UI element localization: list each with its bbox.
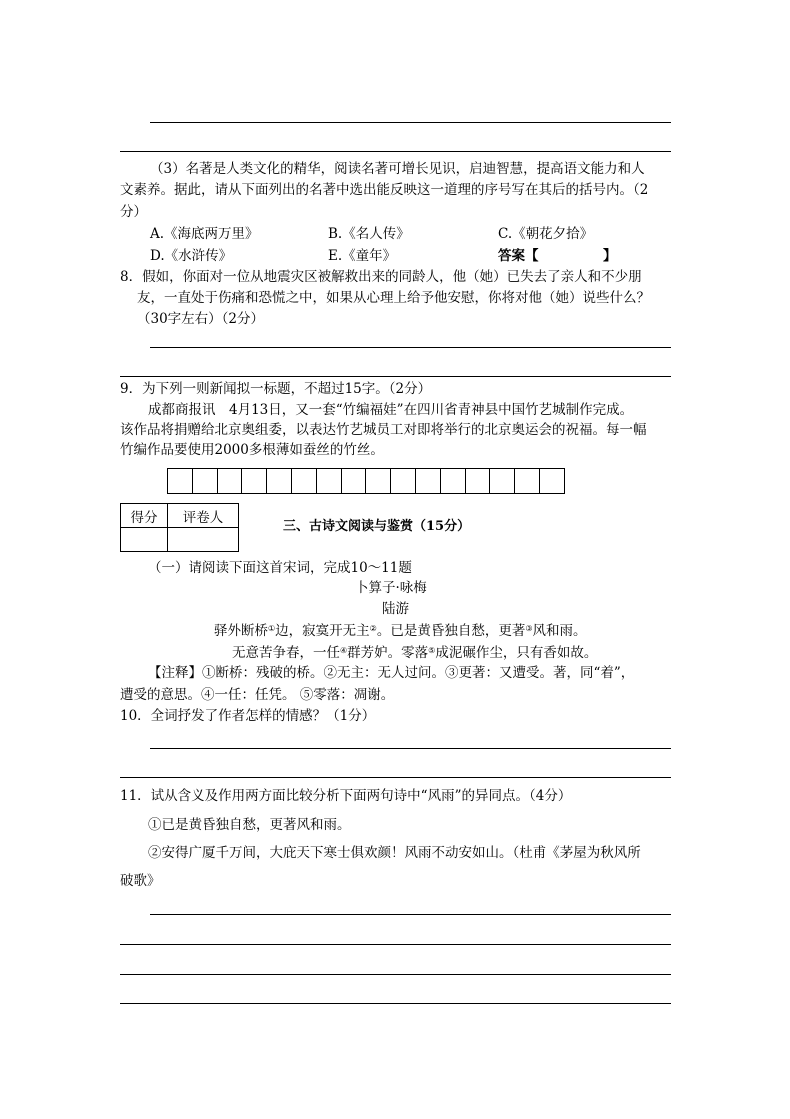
option-d: D.《水浒传》 xyxy=(150,248,233,264)
answer-line[interactable] xyxy=(120,974,671,975)
q7-3-line2: 文素养。据此，请从下面列出的名著中选出能反映这一道理的序号写在其后的括号内。（2 xyxy=(120,182,649,198)
answer-line[interactable] xyxy=(120,376,671,377)
answer-box[interactable] xyxy=(167,468,193,494)
answer-box[interactable] xyxy=(489,468,515,494)
q8-line3: （30字左右）（2分） xyxy=(137,311,265,327)
answer-line[interactable] xyxy=(150,122,671,123)
q9-prompt: 9．为下列一则新闻拟一标题，不超过15字。（2分） xyxy=(120,381,432,397)
answer-box[interactable] xyxy=(415,468,441,494)
answer-bracket-open: 答案【 xyxy=(498,248,539,264)
answer-line[interactable] xyxy=(120,777,671,778)
q9-news-line1: 成都商报讯 4月13日，又一套“竹编福娃”在四川省青神县中国竹艺城制作完成。 xyxy=(148,402,634,418)
option-c: C.《朝花夕拾》 xyxy=(498,226,594,242)
grader-header: 评卷人 xyxy=(168,504,239,528)
answer-box[interactable] xyxy=(266,468,292,494)
score-header: 得分 xyxy=(121,504,168,528)
answer-line[interactable] xyxy=(120,151,671,152)
score-cell[interactable] xyxy=(121,528,168,552)
answer-line[interactable] xyxy=(120,944,671,945)
answer-box[interactable] xyxy=(365,468,391,494)
answer-box[interactable] xyxy=(192,468,218,494)
answer-box[interactable] xyxy=(291,468,317,494)
poem-verse-2: 无意苦争春，一任④群芳妒。零落⑤成泥碾作尘，只有香如故。 xyxy=(232,645,598,661)
answer-line[interactable] xyxy=(150,914,671,915)
answer-box[interactable] xyxy=(514,468,540,494)
title-answer-grid[interactable] xyxy=(168,468,565,494)
q9-news-line3: 竹编作品要使用2000多根薄如蚕丝的竹丝。 xyxy=(120,442,384,458)
q9-news-line2: 该作品将捐赠给北京奥组委，以表达竹艺城员工对即将举行的北京奥运会的祝福。每一幅 xyxy=(120,422,647,438)
notes-line2: 遭受的意思。④一任：任凭。 ⑤零落：凋谢。 xyxy=(120,687,395,703)
answer-box[interactable] xyxy=(316,468,342,494)
answer-line[interactable] xyxy=(120,1003,671,1004)
answer-box[interactable] xyxy=(217,468,243,494)
q8-line1: 8．假如，你面对一位从地震灾区被解救出来的同龄人，他（她）已失去了亲人和不少朋 xyxy=(120,269,642,285)
q8-line2: 友，一直处于伤痛和恐慌之中，如果从心理上给予他安慰，你将对他（她）说些什么？ xyxy=(137,290,650,306)
answer-box[interactable] xyxy=(465,468,491,494)
answer-box[interactable] xyxy=(241,468,267,494)
answer-box[interactable] xyxy=(440,468,466,494)
answer-line[interactable] xyxy=(150,748,671,749)
q11-line1: ①已是黄昏独自愁，更著风和雨。 xyxy=(148,817,351,833)
q11-prompt: 11．试从含义及作用两方面比较分析下面两句诗中“风雨”的异同点。（4分） xyxy=(120,788,572,804)
poem-author: 陆游 xyxy=(382,601,409,617)
q7-3-line3: 分） xyxy=(120,204,147,220)
q10-prompt: 10．全词抒发了作者怎样的情感？（1分） xyxy=(120,708,376,724)
answer-bracket-close: 】 xyxy=(603,248,617,264)
grader-cell[interactable] xyxy=(168,528,239,552)
q7-3-line1: （3）名著是人类文化的精华，阅读名著可增长见识，启迪智慧，提高语文能力和人 xyxy=(150,161,645,177)
q11-line3: 破歌》 xyxy=(120,873,161,889)
section-title: 三、古诗文阅读与鉴赏（15分） xyxy=(283,519,471,534)
section-intro: （一）请阅读下面这首宋词，完成10～11题 xyxy=(148,560,412,576)
option-a: A.《海底两万里》 xyxy=(150,226,259,242)
answer-line[interactable] xyxy=(150,347,671,348)
answer-box[interactable] xyxy=(539,468,565,494)
q11-line2: ②安得广厦千万间，大庇天下寒士俱欢颜！风雨不动安如山。（杜甫《茅屋为秋风所 xyxy=(148,845,641,861)
option-b: B.《名人传》 xyxy=(328,226,410,242)
poem-title: 卜算子·咏梅 xyxy=(355,580,427,596)
answer-box[interactable] xyxy=(341,468,367,494)
score-table xyxy=(120,503,239,552)
notes-line1: 【注释】①断桥：残破的桥。②无主：无人过问。③更著：又遭受。著，同“着”， xyxy=(148,665,635,681)
answer-box[interactable] xyxy=(390,468,416,494)
poem-verse-1: 驿外断桥①边，寂寞开无主②。已是黄昏独自愁，更著③风和雨。 xyxy=(214,623,587,639)
option-e: E.《童年》 xyxy=(328,248,397,264)
